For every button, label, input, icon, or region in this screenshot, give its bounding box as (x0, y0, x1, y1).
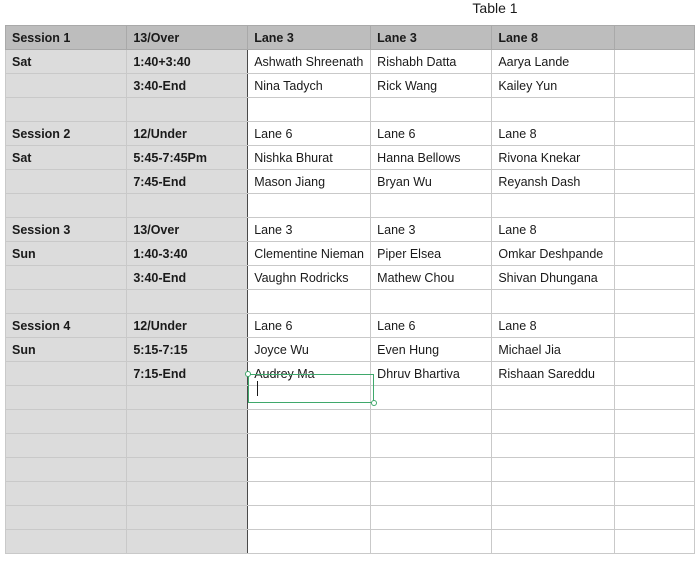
table-row (6, 530, 695, 554)
table-cell[interactable]: Lane 3 (248, 218, 371, 242)
table-cell[interactable] (248, 434, 371, 458)
table-cell[interactable]: 3:40-End (127, 74, 248, 98)
table-cell[interactable] (6, 266, 127, 290)
table-cell[interactable] (492, 434, 615, 458)
table-cell[interactable]: Shivan Dhungana (492, 266, 615, 290)
table-cell[interactable] (248, 410, 371, 434)
table-cell[interactable] (615, 314, 695, 338)
table-cell[interactable] (615, 506, 695, 530)
table-cell[interactable]: 12/Under (127, 122, 248, 146)
header-cell[interactable]: Session 1 (6, 26, 127, 50)
table-cell[interactable] (371, 290, 492, 314)
table-cell[interactable] (127, 98, 248, 122)
table-row (6, 458, 695, 482)
table-cell[interactable] (492, 506, 615, 530)
table-cell[interactable]: Nina Tadych (248, 74, 371, 98)
header-cell[interactable] (615, 26, 695, 50)
table-row (6, 266, 695, 290)
spreadsheet-table[interactable] (5, 25, 695, 554)
table-cell[interactable]: Rishaan Sareddu (492, 362, 615, 386)
table-cell[interactable]: Kailey Yun (492, 74, 615, 98)
table-cell[interactable] (615, 530, 695, 554)
header-cell[interactable]: Lane 8 (492, 26, 615, 50)
header-cell[interactable]: 13/Over (127, 26, 248, 50)
table-cell[interactable] (6, 410, 127, 434)
table-cell[interactable]: Hanna Bellows (371, 146, 492, 170)
table-cell[interactable]: Even Hung (371, 338, 492, 362)
table-cell[interactable] (248, 194, 371, 218)
table-cell[interactable] (127, 386, 248, 410)
table-cell[interactable]: Bryan Wu (371, 170, 492, 194)
table-cell[interactable]: Piper Elsea (371, 242, 492, 266)
table-cell[interactable] (127, 506, 248, 530)
table-cell[interactable] (6, 386, 127, 410)
table-row (6, 50, 695, 74)
table-cell[interactable] (615, 410, 695, 434)
table-row (6, 218, 695, 242)
header-cell[interactable]: Lane 3 (371, 26, 492, 50)
table-cell[interactable] (371, 98, 492, 122)
table-cell[interactable] (248, 386, 371, 410)
table-cell[interactable]: Omkar Deshpande (492, 242, 615, 266)
table-row (6, 74, 695, 98)
table-cell[interactable] (615, 194, 695, 218)
table-cell[interactable] (6, 362, 127, 386)
table-row (6, 290, 695, 314)
table-row (6, 338, 695, 362)
table-cell[interactable] (127, 434, 248, 458)
table-row (6, 314, 695, 338)
table-cell[interactable]: 12/Under (127, 314, 248, 338)
table-cell[interactable] (127, 530, 248, 554)
table-cell[interactable] (615, 50, 695, 74)
table-row (6, 98, 695, 122)
table-cell[interactable] (492, 194, 615, 218)
table-cell[interactable] (248, 482, 371, 506)
table-cell[interactable] (127, 482, 248, 506)
header-row (6, 26, 695, 50)
table-cell[interactable] (6, 290, 127, 314)
table-cell[interactable]: Rishabh Datta (371, 50, 492, 74)
table-cell[interactable]: Lane 6 (248, 122, 371, 146)
table-cell[interactable] (127, 194, 248, 218)
table-title (0, 0, 695, 16)
table-cell[interactable] (615, 98, 695, 122)
table-cell[interactable] (615, 386, 695, 410)
table-cell[interactable] (615, 338, 695, 362)
table-cell[interactable] (615, 170, 695, 194)
table-cell[interactable] (248, 98, 371, 122)
table-cell[interactable]: 7:15-End (127, 362, 248, 386)
table-row (6, 506, 695, 530)
table-cell[interactable] (6, 74, 127, 98)
table-cell[interactable]: 7:45-End (127, 170, 248, 194)
table-cell[interactable] (371, 482, 492, 506)
table-cell[interactable]: Aarya Lande (492, 50, 615, 74)
table-cell[interactable]: Sat (6, 50, 127, 74)
table-cell[interactable]: Session 3 (6, 218, 127, 242)
table-cell[interactable]: Mathew Chou (371, 266, 492, 290)
table-cell[interactable] (6, 506, 127, 530)
table-cell[interactable]: Session 2 (6, 122, 127, 146)
table-cell[interactable] (371, 506, 492, 530)
table-row (6, 410, 695, 434)
table-cell[interactable]: 1:40-3:40 (127, 242, 248, 266)
table-cell[interactable]: 13/Over (127, 218, 248, 242)
table-cell[interactable]: Lane 6 (248, 314, 371, 338)
table-cell[interactable] (492, 386, 615, 410)
table-row (6, 170, 695, 194)
table-cell[interactable]: Michael Jia (492, 338, 615, 362)
table-cell[interactable] (371, 386, 492, 410)
table-cell[interactable]: Reyansh Dash (492, 170, 615, 194)
table-cell[interactable] (615, 146, 695, 170)
table-cell[interactable] (615, 362, 695, 386)
table-cell[interactable] (615, 242, 695, 266)
table-cell[interactable]: Lane 8 (492, 122, 615, 146)
table-cell[interactable]: Sun (6, 242, 127, 266)
table-cell[interactable] (127, 410, 248, 434)
table-cell[interactable] (492, 98, 615, 122)
table-cell[interactable]: Lane 6 (371, 122, 492, 146)
table-cell[interactable]: Joyce Wu (248, 338, 371, 362)
table-cell[interactable] (248, 530, 371, 554)
table-cell[interactable]: Clementine Nieman (248, 242, 371, 266)
table-cell[interactable] (615, 290, 695, 314)
table-cell[interactable]: 3:40-End (127, 266, 248, 290)
table-row (6, 242, 695, 266)
table-cell[interactable]: Lane 8 (492, 314, 615, 338)
table-row (6, 482, 695, 506)
table-cell[interactable] (6, 530, 127, 554)
table-cell[interactable]: Rick Wang (371, 74, 492, 98)
table-cell[interactable] (127, 290, 248, 314)
table-cell[interactable]: Lane 8 (492, 218, 615, 242)
table-row (6, 386, 695, 410)
table-cell[interactable]: 5:15-7:15 (127, 338, 248, 362)
table-cell[interactable] (248, 506, 371, 530)
table-cell[interactable] (615, 74, 695, 98)
table-row (6, 362, 695, 386)
table-cell[interactable]: Rivona Knekar (492, 146, 615, 170)
table-cell[interactable]: Nishka Bhurat (248, 146, 371, 170)
table-cell[interactable] (127, 458, 248, 482)
text-caret (257, 381, 258, 396)
table-cell[interactable]: Lane 3 (371, 218, 492, 242)
table-cell[interactable]: Lane 6 (371, 314, 492, 338)
table-cell[interactable] (492, 290, 615, 314)
table-cell[interactable] (615, 218, 695, 242)
table-cell[interactable]: Session 4 (6, 314, 127, 338)
table-cell[interactable] (6, 194, 127, 218)
table-cell[interactable] (248, 290, 371, 314)
table-row (6, 122, 695, 146)
table-cell[interactable] (6, 98, 127, 122)
table-cell[interactable] (248, 458, 371, 482)
table-cell[interactable]: Sat (6, 146, 127, 170)
table-cell[interactable] (371, 530, 492, 554)
table-cell[interactable] (615, 122, 695, 146)
header-cell[interactable]: Lane 3 (248, 26, 371, 50)
table-cell[interactable] (492, 482, 615, 506)
table-cell[interactable]: 1:40+3:40 (127, 50, 248, 74)
table-cell[interactable]: Audrey Ma (248, 362, 371, 386)
table-cell[interactable] (371, 410, 492, 434)
table-cell[interactable] (6, 170, 127, 194)
table-cell[interactable]: 5:45-7:45Pm (127, 146, 248, 170)
table-cell[interactable] (492, 410, 615, 434)
table-cell[interactable] (6, 482, 127, 506)
table-cell[interactable] (615, 266, 695, 290)
table-cell[interactable] (615, 458, 695, 482)
table-row (6, 194, 695, 218)
table-cell[interactable] (371, 434, 492, 458)
table-title-text: Table 1 (472, 0, 518, 16)
table-cell[interactable] (371, 194, 492, 218)
table-cell[interactable]: Sun (6, 338, 127, 362)
table-cell[interactable]: Mason Jiang (248, 170, 371, 194)
table-row (6, 434, 695, 458)
table-cell[interactable] (6, 458, 127, 482)
table-cell[interactable]: Ashwath Shreenath (248, 50, 371, 74)
table-cell[interactable] (615, 434, 695, 458)
table-cell[interactable] (615, 482, 695, 506)
table-cell[interactable] (492, 458, 615, 482)
table-cell[interactable] (371, 458, 492, 482)
table-cell[interactable] (6, 434, 127, 458)
table-row (6, 146, 695, 170)
table-cell[interactable]: Dhruv Bhartiva (371, 362, 492, 386)
table-cell[interactable]: Vaughn Rodricks (248, 266, 371, 290)
table-cell[interactable] (492, 530, 615, 554)
